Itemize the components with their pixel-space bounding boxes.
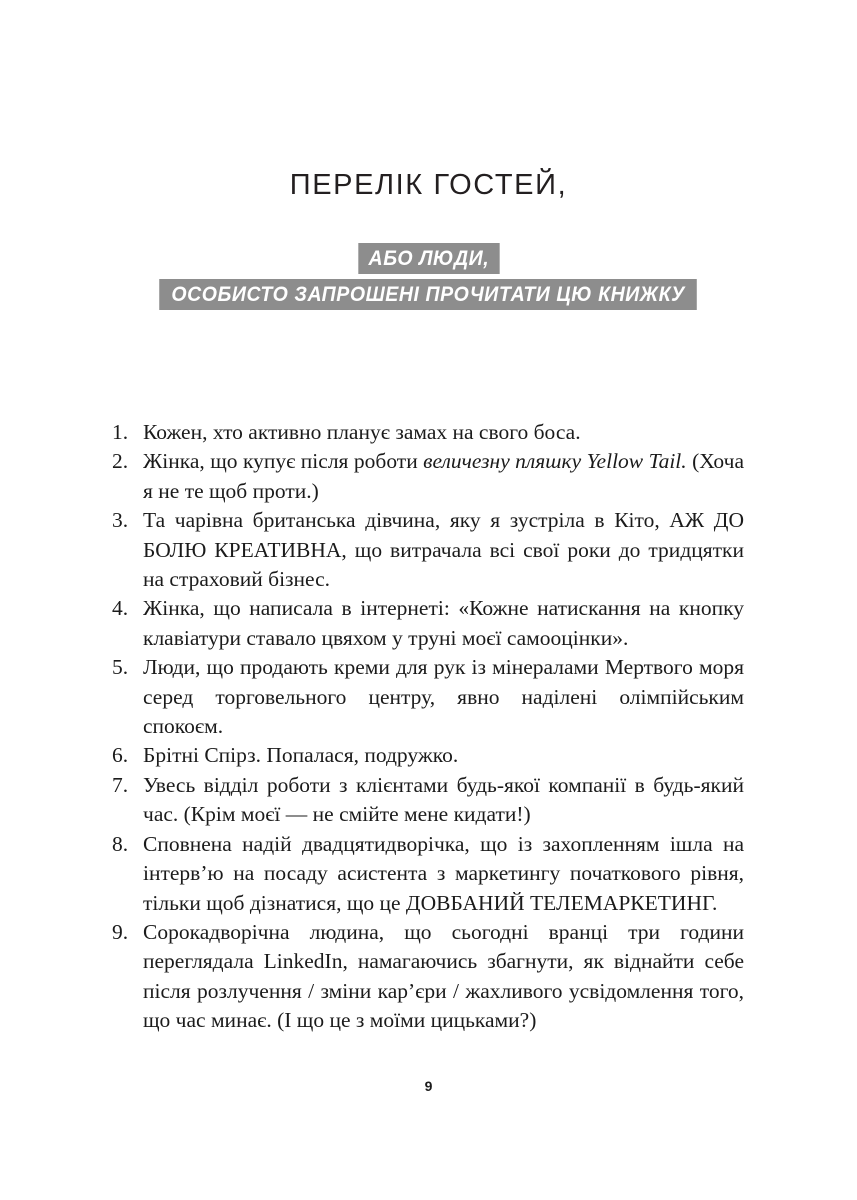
guest-list-item (112, 506, 744, 594)
page-number: 9 (424, 1078, 433, 1094)
guest-list-item-number: 2. (112, 449, 129, 474)
guest-list-item (112, 594, 744, 653)
guest-list-item-text-segment: Жінка, що написала в інтернеті: «Кожне натискання на кнопку клавіатури ставало цвяхом у труні моєї самооцінки». (143, 596, 744, 650)
subtitle-banner-second: ОСОБИСТО ЗАПРОШЕНІ ПРОЧИТАТИ ЦЮ КНИЖКУ (160, 279, 698, 310)
subtitle-banner-group (0, 243, 857, 310)
guest-list-item-text (143, 508, 744, 591)
guest-list (112, 418, 744, 1036)
guest-list-item-text (143, 596, 744, 649)
guest-list-item (112, 653, 744, 741)
banner-line-2 (0, 279, 857, 310)
guest-list-item-text (143, 743, 458, 767)
guest-list-item-number: 8. (112, 831, 129, 856)
guest-list-item (112, 918, 744, 1036)
guest-list-item-number: 5. (112, 655, 129, 680)
guest-list-item-text (143, 832, 744, 915)
guest-list-item-number: 7. (112, 772, 129, 797)
guest-list-item-number: 1. (112, 420, 129, 444)
guest-list-item-text-segment: Жінка, що купує після роботи (143, 449, 424, 474)
guest-list-item-text-segment: Увесь відділ роботи з клієнтами будь-якої компанії в будь-який час. (Крім моєї — не смійте мене кидати!) (143, 772, 744, 827)
banner-line-1 (0, 243, 857, 274)
guest-list-item (112, 830, 744, 918)
guest-list-item-number: 9. (112, 919, 129, 944)
guest-list-item-text-segment: Та чарівна британська дівчина, яку я зустріла в Кіто, АЖ ДО БОЛЮ КРЕАТИВНА, що витрачала всі свої роки до тридцятки на страховий бізнес. (143, 508, 744, 592)
guest-list-item-text-segment: Люди, що продають креми для рук із мінералами Мертвого моря серед торговельного центру, явно наділені олімпійським спокоєм. (143, 655, 744, 739)
guest-list-item (112, 447, 744, 506)
guest-list-item-text (143, 655, 744, 738)
guest-list-item-text (143, 773, 744, 826)
guest-list-item (112, 771, 744, 830)
guest-list-item-text-segment: Сорокадворічна людина, що сьогодні вранці три години переглядала LinkedIn, намагаючись збагнути, як віднайти себе після розлучення / зміни кар’єри / жахливого усвідомлення того, що час минає. (І що це з моїми цицьками?) (143, 919, 744, 1033)
guest-list-item-number: 6. (112, 743, 129, 768)
guest-list-item-text-italic: величезну пляшку Yellow Tail. (423, 449, 687, 474)
guest-list-item (112, 418, 744, 447)
guest-list-item-text-segment: Брітні Спірз. Попалася, подружко. (143, 743, 459, 768)
page-title: ПЕРЕЛІК ГОСТЕЙ, (289, 169, 568, 202)
subtitle-banner-first: АБО ЛЮДИ, (358, 243, 499, 274)
guest-list-item-number: 3. (112, 508, 129, 533)
guest-list-item-text (143, 449, 744, 502)
guest-list-item-text (143, 420, 581, 444)
guest-list-item-text-segment: (Хоча я не те щоб проти.) (143, 449, 744, 503)
guest-list-item-number: 4. (112, 596, 129, 621)
guest-list-item-text-segment: Сповнена надій двадцятидворічка, що із захопленням ішла на інтерв’ю на посаду асистента з маркетингу початкового рівня, тільки щоб дізнатися, що це ДОВБАНИЙ ТЕЛЕМАРКЕТИНГ. (143, 831, 744, 915)
guest-list-item (112, 741, 744, 770)
guest-list-item-text (143, 920, 744, 1032)
guest-list-item-text-segment: Кожен, хто активно планує замах на свого боса. (143, 420, 581, 444)
